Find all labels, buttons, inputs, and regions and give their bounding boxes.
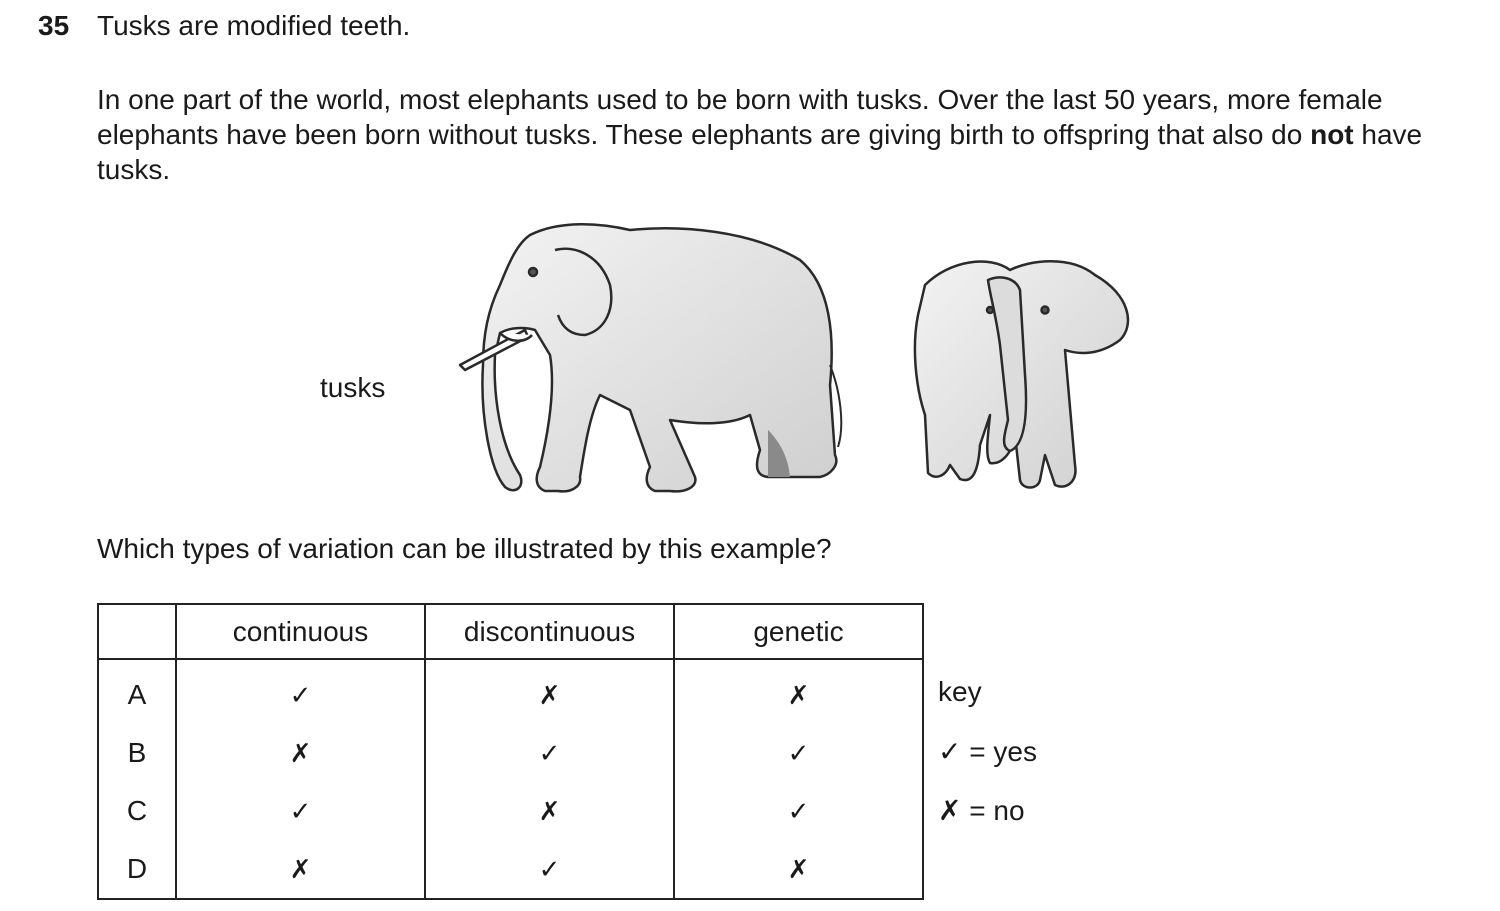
mark-cell: ✓ — [176, 659, 425, 724]
mark-cell: ✗ — [674, 659, 923, 724]
table-header-row — [98, 604, 923, 659]
tuskless-elephant — [915, 261, 1128, 487]
tusks-label: tusks — [320, 372, 386, 403]
tusked-elephant — [460, 224, 841, 491]
header-letter-cell — [98, 604, 176, 659]
key-no: ✗ = no — [938, 795, 1025, 826]
key-yes: ✓ = yes — [938, 736, 1037, 767]
question-paragraph — [97, 82, 1437, 187]
mark-cell: ✓ — [674, 782, 923, 840]
question-prompt: Which types of variation can be illustrated by this example? — [97, 533, 832, 564]
paragraph-text-1: In one part of the world, most elephants used to be born with tusks. Over the last 50 years, more female elephants have been born without tusks. These elephants are giving birth to offspring that also do — [97, 84, 1383, 150]
question-title: Tusks are modified teeth. — [97, 10, 411, 41]
header-discontinuous: discontinuous — [425, 604, 674, 659]
header-continuous: continuous — [176, 604, 425, 659]
table-row — [98, 659, 923, 724]
mark-cell: ✓ — [674, 724, 923, 782]
question-number: 35 — [38, 10, 70, 41]
option-letter-d: D — [98, 840, 176, 899]
option-letter-a: A — [98, 659, 176, 724]
mark-cell: ✓ — [425, 724, 674, 782]
key-title: key — [938, 676, 982, 707]
mark-cell: ✗ — [425, 782, 674, 840]
table-row — [98, 782, 923, 840]
paragraph-text-2: have tusks. — [97, 119, 1423, 185]
table-row — [98, 840, 923, 899]
paragraph-bold-word: not — [1310, 119, 1354, 150]
mark-cell: ✓ — [176, 782, 425, 840]
key-legend — [938, 676, 1037, 853]
mark-cell: ✗ — [674, 840, 923, 899]
answer-options-table — [97, 603, 924, 900]
mark-cell: ✗ — [425, 659, 674, 724]
table-row — [98, 724, 923, 782]
mark-cell: ✗ — [176, 840, 425, 899]
mark-cell: ✓ — [425, 840, 674, 899]
option-letter-b: B — [98, 724, 176, 782]
header-genetic: genetic — [674, 604, 923, 659]
elephants-illustration — [300, 215, 1160, 505]
option-letter-c: C — [98, 782, 176, 840]
mark-cell: ✗ — [176, 724, 425, 782]
